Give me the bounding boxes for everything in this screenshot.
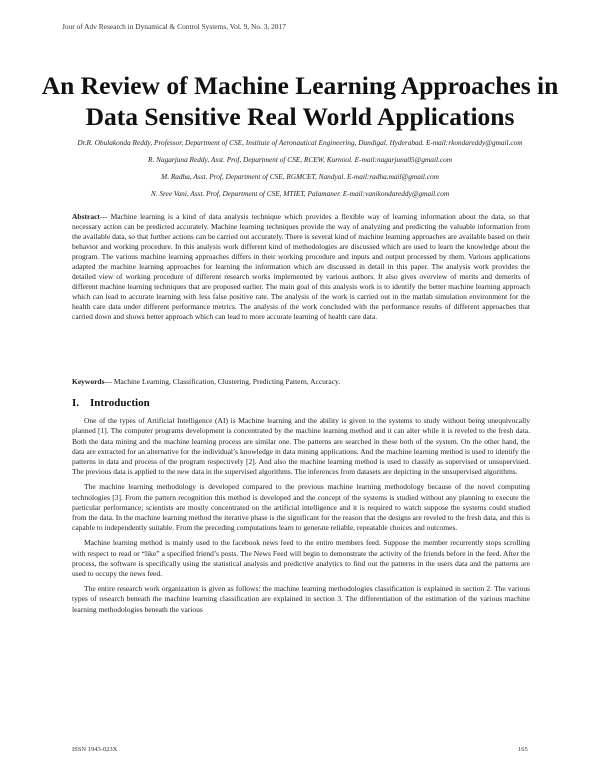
abstract-text: --- Machine learning is a kind of data analysis technique which provides a flexible way of learning information about the data, so that necessary action can be predicted accurately. Machine learning techniques provide the way of analyzing and predicting the valuable information from the available data, so that further actions can be carried out accurately. There is several kind of machine learning approaches are available based on their behavior and working procedure. In this analysis work different kind of methodologies are discussed which are used to learn the knowledge about the program. The various machine learning approaches differs in their working procedure and inputs and output processed by them. Various applications adapted the machine learning approaches for learning the information which are discussed in detail in this paper. The analysis work provides the detailed view of working procedure of different research works implemented by various authors. It also gives overview of merits and demerits of different machine learning techniques that are proposed earlier. The main goal of this analysis work is to identify the better machine learning approach which can lead to accurate learning with less false positive rate. The analysis of the work is carried out in the matlab simulation environment for the health care data under different performance metrics. The analysis of the work concluded with the performance results of different approaches that carried down and shows better approach which can lead to more accurate learning of health care data. xyxy=(72,212,530,322)
author-block xyxy=(60,138,540,206)
keywords-label: Keywords xyxy=(72,377,105,386)
paragraph-4: The entire research work organization is given as follows: the machine learning methodologies classification is explained in section 2. The various types of research beneath the machine learning classification are explained in section 3. The differentiation of the estimation of the various machine learning methodologies beneath the various xyxy=(72,583,530,614)
author-2: R. Nagarjuna Reddy, Asst. Prof, Department of CSE, RCEW, Kurnool. E-mail:nagarjuna05@gmail.com xyxy=(148,154,452,164)
author-1: Dr.R. Obulakonda Reddy, Professor, Department of CSE, Institute of Aeronautical Engineering, Dundigal, Hyderabad. E-mail:rkondareddy@gmail.com xyxy=(77,138,523,147)
footer-page-number: 165 xyxy=(518,746,528,753)
paragraph-2: The machine learning methodology is developed compared to the previous machine learning methodology because of the novel computing technologies [3]. From the pattern recognition this method is developed and the concept of the systems is studied without any planning to execute the particular performance; scientists are mostly concentrated on the artificial intelligence and it is required to watch suppose the systems could studied from the data. In the machine learning method the iterative phase is the significant for the reason that the designs are reveled to the fresh data, and this is capable to independently suitable. From the preceding computations learn to generate reliable, repeatable choices and outcomes. xyxy=(72,482,530,533)
abstract-label: Abstract xyxy=(72,212,100,221)
section-number: I. xyxy=(72,397,80,409)
footer-issn: ISSN 1943-023X xyxy=(72,746,118,753)
keywords xyxy=(72,377,530,387)
section-heading xyxy=(72,397,150,409)
author-3: M. Radha, Asst. Prof, Department of CSE, RGMCET, Nandyal. E-mail:radha.mail@gmail.com xyxy=(161,171,439,181)
running-head: Jour of Adv Research in Dynamical & Control Systems, Vol. 9, No. 3, 2017 xyxy=(62,22,286,31)
section-title: Introduction xyxy=(90,397,150,409)
keywords-text: --- Machine Learning, Classification, Clustering, Predicting Pattern, Accuracy. xyxy=(104,377,341,386)
paragraph-1: One of the types of Artificial Intelligence (AI) is Machine learning and the ability is given to the systems to study without being unequivocally planned [1]. The computer programs development is concentrated by the machine learning method and it can alter while it is reveled to the fresh data. Both the data mining and the machine learning process are similar one. The patterns are searched in these both of the system. On the other hand, the data are extracted for an alternative for the individual’s knowledge in data mining applications. And the machine learning method is used to identify the patterns in data and process of the program respectively [2]. And also the machine learning method is used to classify as supervised or unsupervised. The previous data is applied to the new data in the supervised algorithms. The inferences from datasets are depicting in the unsupervised algorithms. xyxy=(72,416,530,477)
introduction-body xyxy=(72,416,530,619)
abstract xyxy=(72,212,530,323)
author-4: N. Sree Vani, Asst. Prof, Department of CSE, MTIET, Palamaner. E-mail:vanikondareddy@gmail.com xyxy=(150,188,450,198)
paper-title: An Review of Machine Learning Approaches in Data Sensitive Real World Applications xyxy=(41,71,559,131)
paragraph-3: Machine learning method is mainly used to the facebook news feed to the entire members feed. Suppose the member recurrently stops scrolling with respect to read or “like” a specified friend’s posts. The News Feed will begin to demonstrate the activity of the friends before in the feed. After the process, the software is specifically using the statistical analysis and predictive analytics to find out the patterns in the users data and the patterns are used to occupy the news feed. xyxy=(72,538,530,579)
